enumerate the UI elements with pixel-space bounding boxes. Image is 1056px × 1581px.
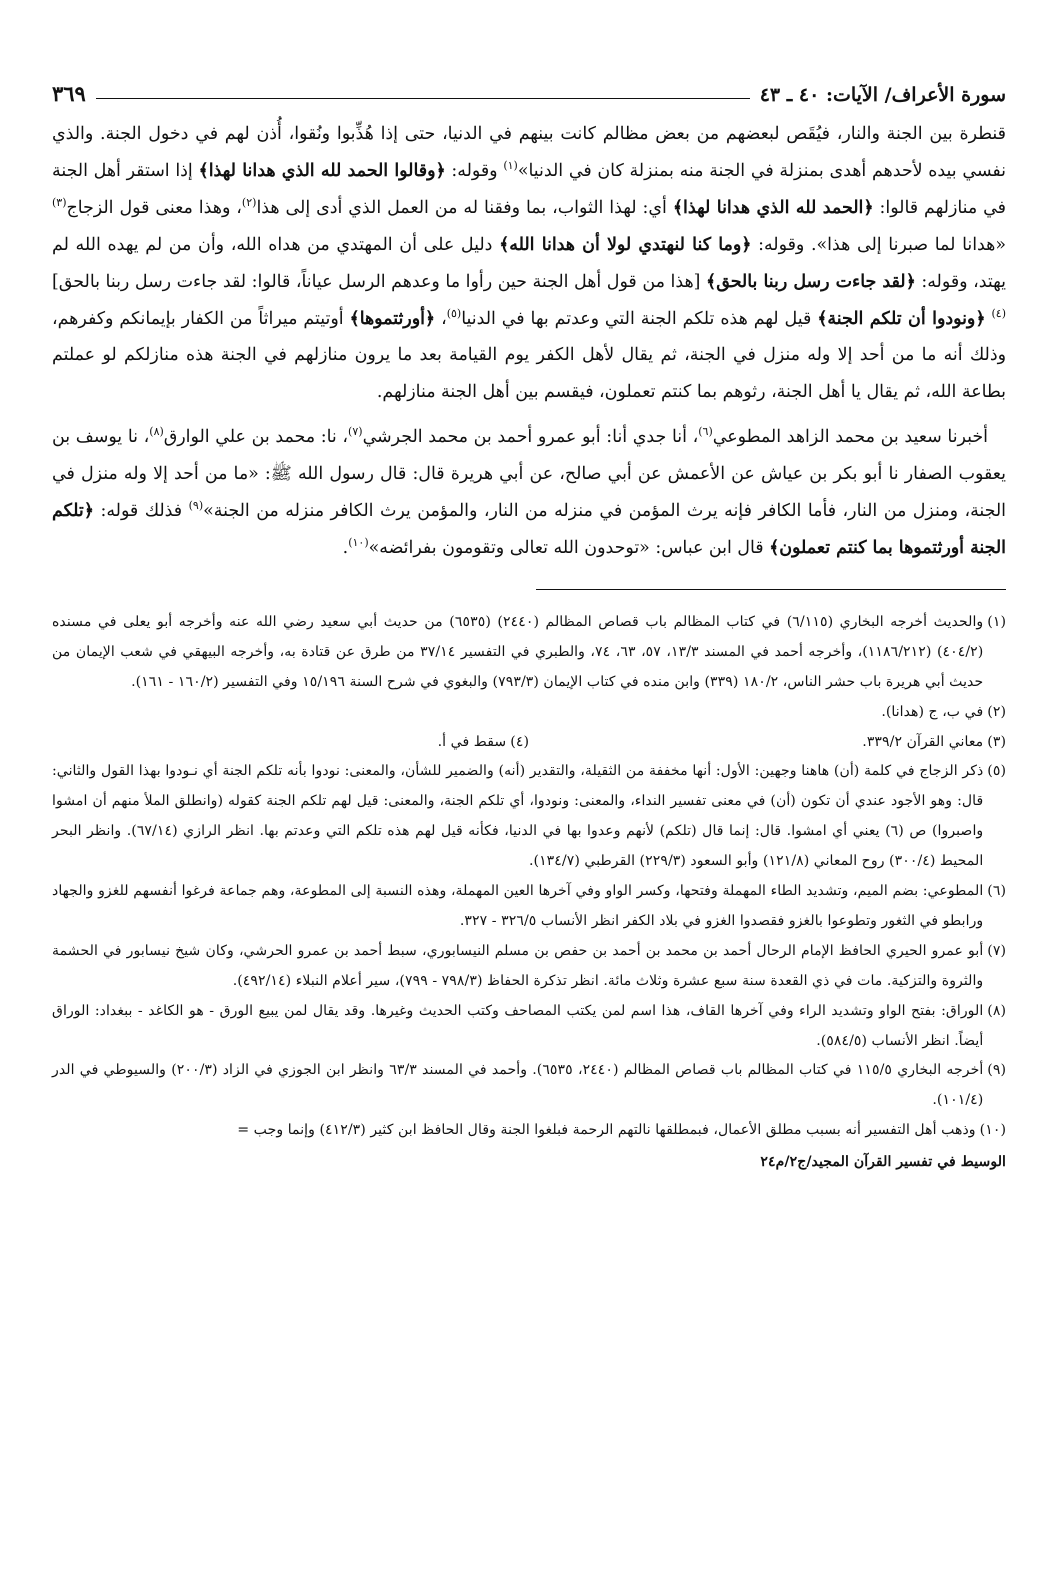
quran-quote: ﴿وما كنا لنهتدي لولا أن هدانا الله﴾ bbox=[499, 234, 752, 255]
footnote-number: (٦) bbox=[987, 883, 1006, 900]
text-run: أخبرنا سعيد بن محمد الزاهد المطوعي bbox=[712, 427, 988, 448]
header-rule bbox=[96, 98, 750, 99]
quran-quote: ﴿أورثتموها﴾ bbox=[349, 308, 436, 329]
quran-quote: ﴿الحمد لله الذي هدانا لهذا﴾ bbox=[672, 197, 874, 218]
footnote-text: والحديث أخرجه البخاري (٦/١١٥) في كتاب المظالم باب قصاص المظالم (٢٤٤٠) (٦٥٣٥) من حديث أبي سعيد رضي الله عنه وأخرجه أبو يعلى في مسنده (٤٠٤/٢) (١١٨٦/٢١٢)، وأخرجه أحمد في المسند ١٣/٣، ٥٧، ٦٣، ٧٤، والطبري في التفسير ٣٧/١٤ من طرق عن قتادة به، وأخرجه البيهقي في شعب الإيمان من حديث أبي هريرة باب حشر الناس، ١٨٠/٢ (٣٣٩) وابن منده في كتاب الإيمان (٧٩٣/٣) والبغوي في شرح السنة ١٥/١٩٦ وفي التفسير (١٦٠/٢ - ١٦١). bbox=[52, 613, 984, 690]
text-run: قال ابن عباس: «توحدون الله تعالى وتقومون بفرائضه» bbox=[368, 537, 770, 558]
paragraph-commentary bbox=[52, 116, 1006, 411]
footnote-4 bbox=[52, 728, 529, 758]
footnote-ref[interactable]: (٢) bbox=[241, 196, 257, 210]
text-run: «هدانا لما صبرنا إلى هذا». وقوله: bbox=[751, 234, 1006, 255]
footnote-ref[interactable]: (٧) bbox=[348, 425, 363, 439]
footnote-spacer bbox=[52, 698, 529, 728]
text-run: أوتيتم ميراثاً من الكفار بإيمانكم وكفرهم، وذلك أنه ما من أحد إلا وله منزل في الجنة، ثم يقال لأهل الكفر يوم القيامة بعد ما يرون منازلهم في الجنة هذه منازلكم لو عملتم بطاعة الله، ثم يقال يا أهل الجنة، رثوهم بما كنتم تعملون، فيقسم بين أهل الجنة منازلهم. bbox=[52, 308, 1006, 403]
footnote-text: أخرجه البخاري ١١٥/٥ في كتاب المظالم باب قصاص المظالم (٢٤٤٠، ٦٥٣٥). وأحمد في المسند ٦٣/٣ وانظر ابن الجوزي في الزاد (٢٠٠/٣) والسيوطي في الدر (١٠١/٤). bbox=[52, 1062, 984, 1109]
footnote-1 bbox=[52, 608, 1006, 698]
footnote-text: في ب، ج (هدانا). bbox=[881, 703, 984, 720]
footnote-ref[interactable]: (١) bbox=[503, 159, 518, 173]
page-number: ٣٦٩ bbox=[52, 81, 86, 106]
text-run: فذلك قوله: bbox=[93, 501, 189, 522]
footnote-9 bbox=[52, 1056, 1006, 1116]
footnote-row-3-4 bbox=[52, 728, 1006, 758]
running-header bbox=[52, 72, 1006, 106]
text-run: دليل على أن المهتدي من هداه الله، وأن من لم يهده الله لم يهتد، وقوله: bbox=[52, 234, 1006, 292]
text-run: [هذا من قول أهل الجنة حين رأوا ما وعدهم الرسل عياناً، قالوا: لقد جاءت رسل ربنا بالحق] bbox=[52, 271, 706, 292]
footnote-number: (٤) bbox=[510, 733, 529, 750]
footnote-ref[interactable]: (٥) bbox=[446, 306, 462, 320]
quran-quote: ﴿ونودوا أن تلكم الجنة﴾ bbox=[817, 308, 986, 329]
footnote-number: (٣) bbox=[987, 733, 1006, 750]
footnote-ref[interactable]: (٣) bbox=[52, 196, 67, 210]
footnote-number: (٧) bbox=[987, 942, 1006, 959]
paragraph-hadith bbox=[52, 419, 1006, 567]
footnote-text: الوراق: بفتح الواو وتشديد الراء وفي آخرها القاف، هذا اسم لمن يكتب المصاحف وكتب الحديث وغيرها. وقد يقال لمن يبيع الورق - هو الكاغد - ببغداد: الوراق أيضاً. انظر الأنساب (٥٨٤/٥). bbox=[52, 1002, 984, 1049]
footnote-8 bbox=[52, 997, 1006, 1057]
text-run: ، أنا جدي أنا: أبو عمرو أحمد بن محمد الجرشي bbox=[362, 427, 699, 448]
footnote-ref[interactable]: (٩) bbox=[188, 499, 204, 513]
page bbox=[52, 72, 1006, 1178]
footnote-7 bbox=[52, 937, 1006, 997]
footnote-number: (١٠) bbox=[979, 1122, 1006, 1139]
text-run: ، نا يوسف بن يعقوب الصفار نا أبو بكر بن عياش عن الأعمش عن أبي صالح، عن أبي هريرة قال: قال رسول الله ﷺ: «ما من أحد إلا وله منزل في الجنة، ومنزل من النار، فأما الكافر فإنه يرث المؤمن في منزله من النار، والمؤمن يرث الكافر منزله من الجنة» bbox=[52, 427, 1006, 522]
footnote-number: (٨) bbox=[987, 1002, 1006, 1019]
footnote-text: أبو عمرو الحيري الحافظ الإمام الرحال أحمد بن محمد بن أحمد بن حفص بن مسلم النيسابوري، سبط أحمد بن عمرو الحرشي، وكان شيخ نيسابور في الحشمة والثروة والتزكية. مات في ذي القعدة سنة سبع عشرة وثلاث مائة. انظر تذكرة الحفاظ (٧٩٨/٣ - ٧٩٩)، سير أعلام النبلاء (٤٩٢/١٤). bbox=[52, 942, 984, 989]
footnote-number: (٢) bbox=[987, 703, 1006, 720]
text-run: وقوله: bbox=[445, 160, 504, 181]
footnote-6 bbox=[52, 877, 1006, 937]
text-run: ، نا: محمد بن علي الوارق bbox=[163, 427, 349, 448]
footnote-text: سقط في أ. bbox=[437, 733, 507, 750]
footnote-5 bbox=[52, 757, 1006, 877]
text-run: . bbox=[342, 537, 349, 558]
footnote-10 bbox=[52, 1116, 1006, 1146]
footnotes bbox=[52, 608, 1006, 1178]
quran-quote: ﴿وقالوا الحمد لله الذي هدانا لهذا﴾ bbox=[198, 160, 446, 181]
footnote-text: المطوعي: بضم الميم، وتشديد الطاء المهملة وفتحها، وكسر الواو وفي آخرها العين المهملة، وهذه النسبة إلى المطوعة، وهم جماعة فرغوا أنفسهم للغزو والجهاد ورابطو في الثغور وتطوعوا بالغزو فقصدوا الغزو في بلاد الكفر انظر الأنساب ٣٢٦/٥ - ٣٢٧. bbox=[52, 883, 984, 929]
footnote-number: (٩) bbox=[987, 1062, 1006, 1079]
main-text bbox=[52, 116, 1006, 567]
text-run: قنطرة بين الجنة والنار، فيُقَص لبعضهم من بعض مظالم كانت بينهم في الدنيا، حتى إذا هُذِّبوا ونُقوا، أُذن لهم في دخول الجنة. والذي نفسي بيده لأحدهم أهدى بمنزلة في الجنة منه بمنزلة كان في الدنيا» bbox=[52, 124, 1006, 181]
footnote-ref[interactable]: (٨) bbox=[149, 425, 164, 439]
footnote-ref[interactable]: (٤) bbox=[991, 306, 1006, 320]
quran-quote: ﴿تلكم الجنة أورثتموها بما كنتم تعملون﴾ bbox=[52, 501, 1006, 558]
footnote-3 bbox=[529, 728, 1006, 758]
footnote-ref[interactable]: (٦) bbox=[698, 425, 713, 439]
footnote-text: ذكر الزجاج في كلمة (أن) هاهنا وجهين: الأول: أنها مخففة من الثقيلة، والتقدير (أنه) والضمير للشأن، والمعنى: نودوا بأنه تلكم الجنة أي نـودوا بهذا القول والثاني: قال: وهو الأجود عندي أن تكون (أن) في معنى تفسير النداء، والمعنى: ونودوا، أي تلكم الجنة، والمعنى: قيل لهم تلكم الجنة كقوله (وانطلق الملأ منهم أن امشوا واصبروا) ص (٦) يعني أي امشوا. قال: إنما قال (تلكم) لأنهم وعدوا بها في الدنيا، فكأنه قيل لهم هذه تلكم التي وعدتم بها. انظر الرازي (٦٧/١٤). وانظر البحر المحيط (٣٠٠/٤) روح المعاني (١٢١/٨) وأبو السعود (٢٢٩/٣) القرطبي (١٣٤/٧). bbox=[52, 763, 984, 870]
footnote-separator bbox=[536, 589, 1006, 590]
text-run: إذا استقر أهل الجنة في منازلهم قالوا: bbox=[52, 160, 1006, 218]
text-run: قيل لهم هذه تلكم الجنة التي وعدتم بها في الدنيا bbox=[461, 308, 818, 329]
footnote-text: معاني القرآن ٣٣٩/٢. bbox=[862, 733, 984, 750]
footnote-number: (١) bbox=[987, 613, 1006, 630]
text-run: ، وهذا معنى قول الزجاج bbox=[66, 197, 242, 218]
book-signature: الوسيط في تفسير القرآن المجيد/ج٢/م٢٤ bbox=[760, 1154, 1006, 1171]
footnote-text: وذهب أهل التفسير أنه بسبب مطلق الأعمال، فبمطلقها نالتهم الرحمة فبلغوا الجنة وقال الحافظ ابن كثير (٤١٢/٣) وإنما وجب = bbox=[237, 1122, 976, 1139]
footnote-ref[interactable]: (١٠) bbox=[348, 536, 369, 550]
text-run: أي: لهذا الثواب، بما وفقنا له من العمل الذي أدى إلى هذا bbox=[256, 197, 673, 218]
footnote-number: (٥) bbox=[987, 763, 1006, 780]
footnote-2 bbox=[529, 698, 1006, 728]
footnote-row-2-4 bbox=[52, 698, 1006, 728]
quran-quote: ﴿لقد جاءت رسل ربنا بالحق﴾ bbox=[706, 271, 916, 292]
surah-title: سورة الأعراف/ الآيات: ٤٠ ـ ٤٣ bbox=[759, 84, 1006, 106]
text-run: ، bbox=[435, 308, 447, 329]
